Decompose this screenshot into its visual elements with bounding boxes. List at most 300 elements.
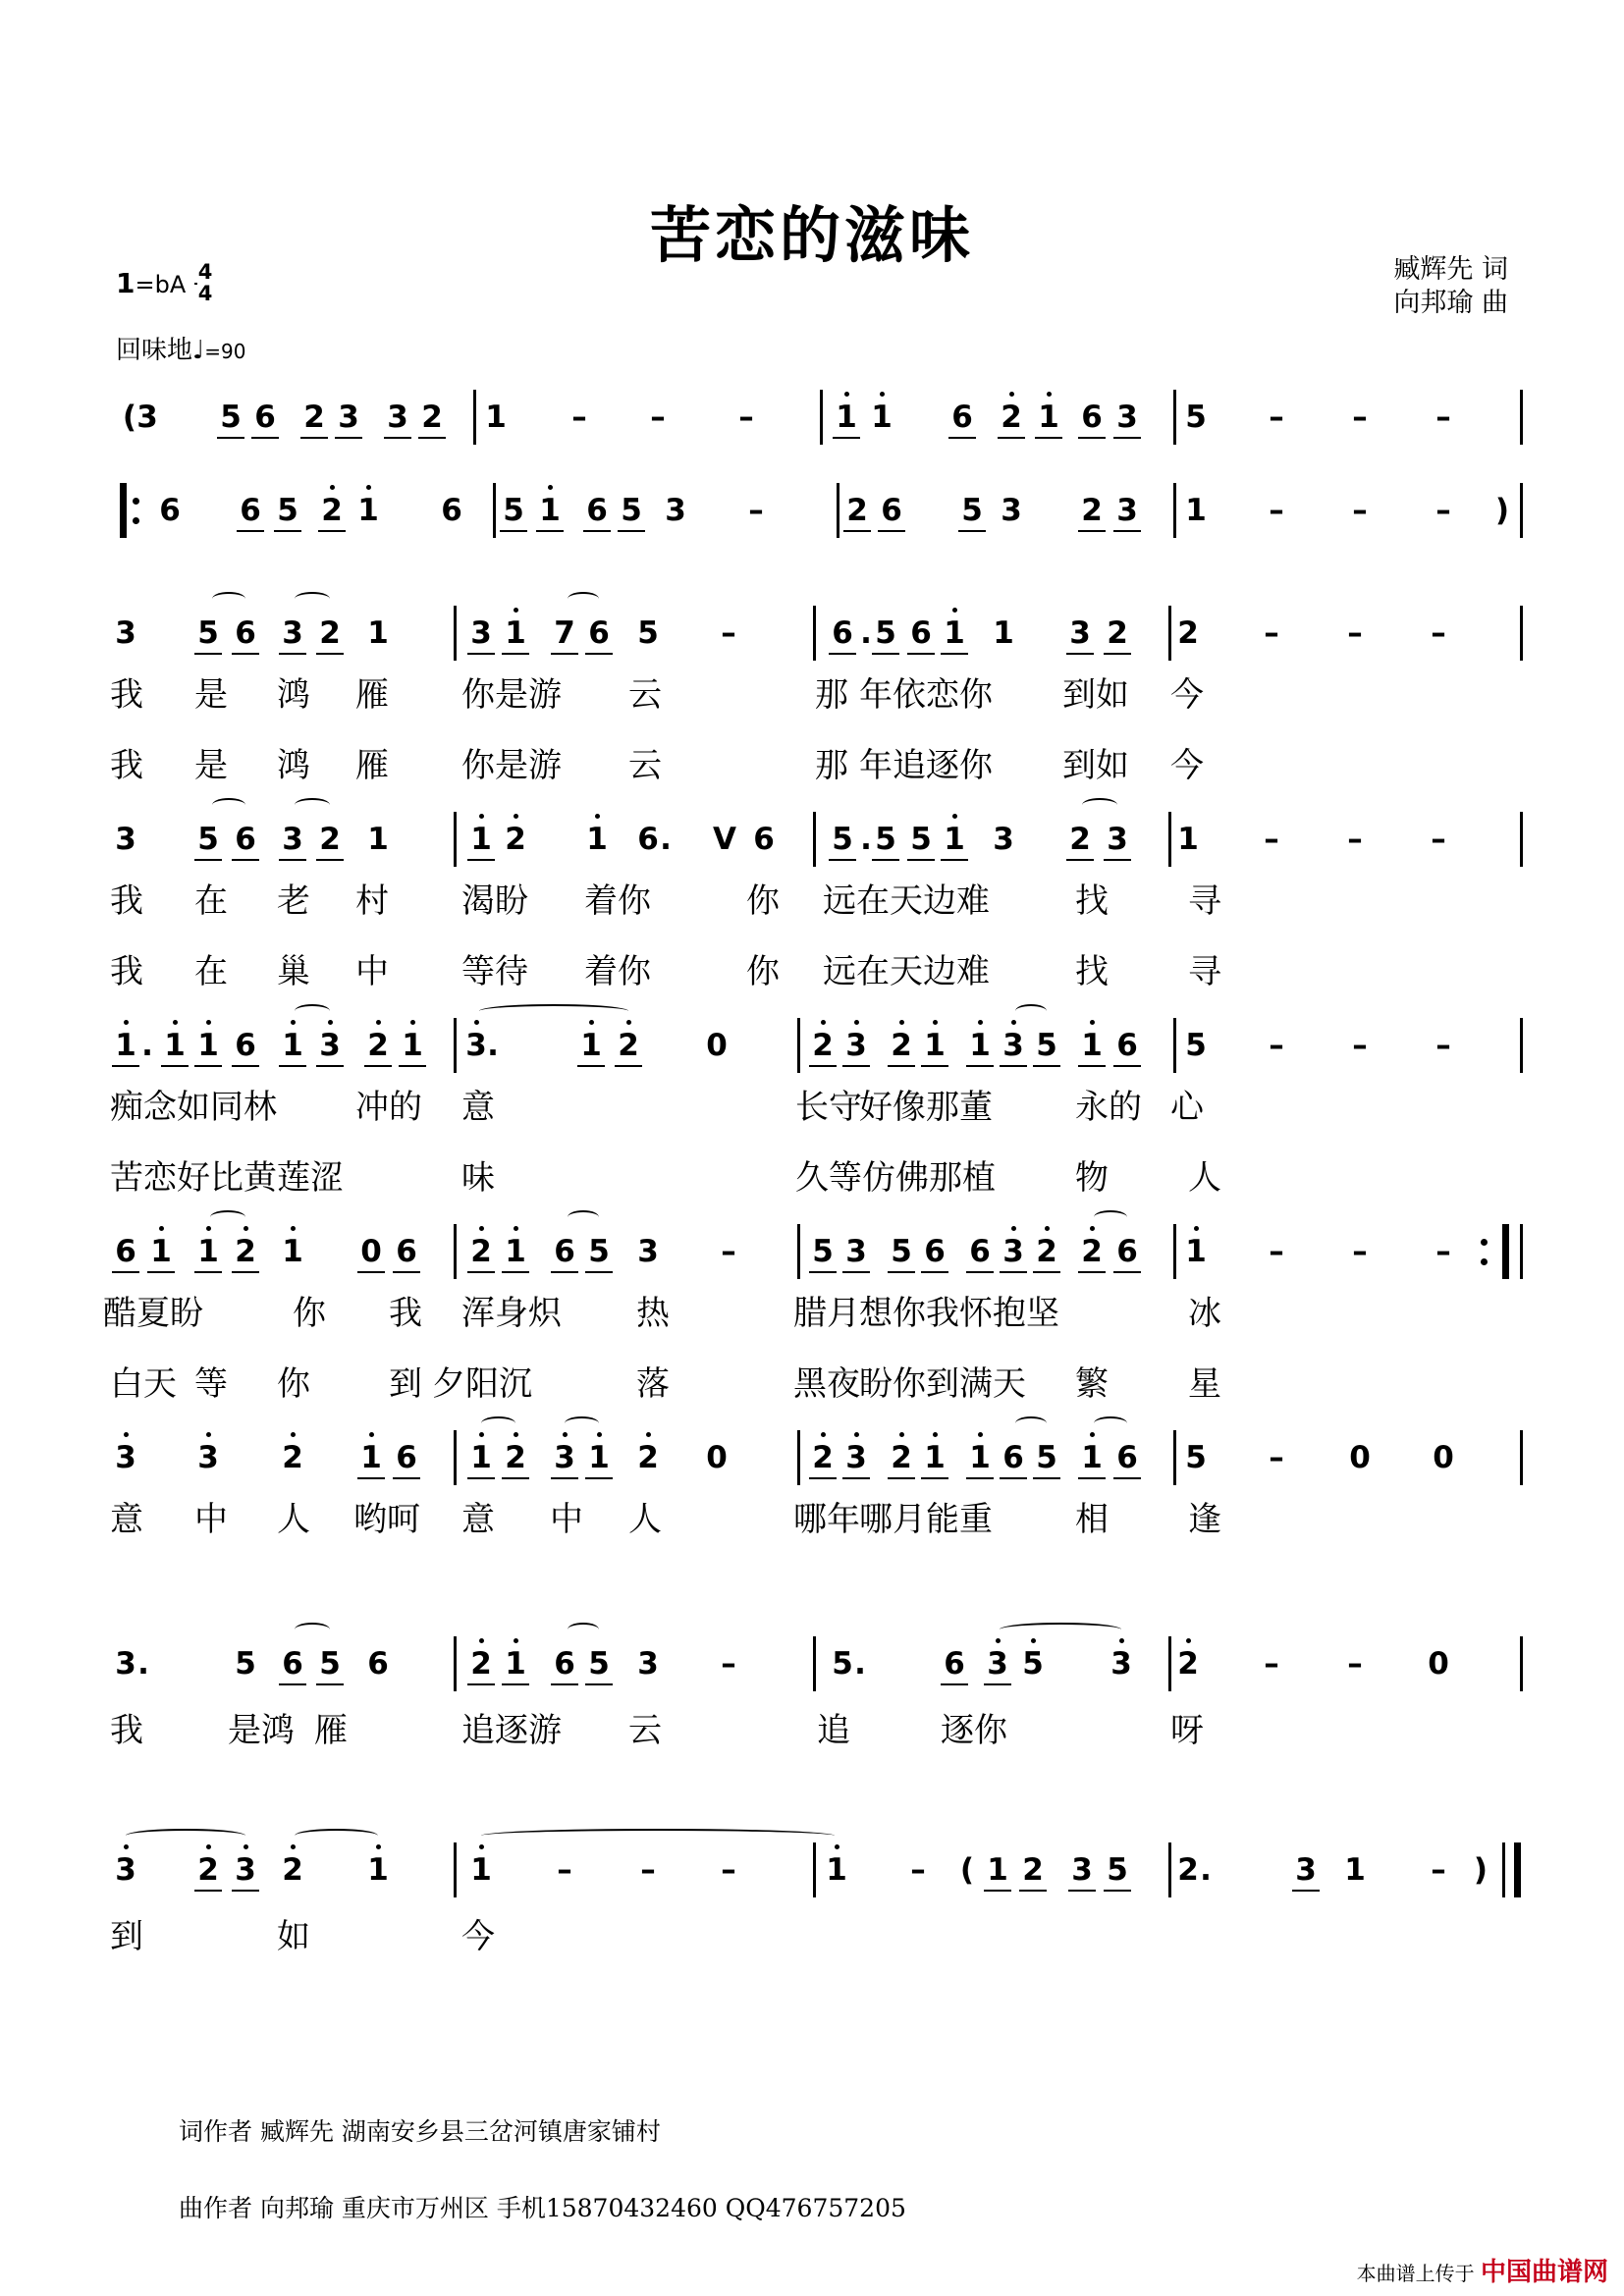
jianpu-note: 6 [235, 615, 256, 651]
lyric-syllable: 痴念如同林 [110, 1088, 277, 1127]
jianpu-note: 1 [1344, 1852, 1366, 1888]
lyric-syllable: 呀 [1170, 1711, 1204, 1750]
jianpu-note: 3 [1069, 615, 1091, 651]
barline [454, 1842, 457, 1897]
jianpu-note: 1 [505, 615, 526, 651]
beam-underline [1078, 530, 1106, 532]
jianpu-note: 2 [891, 1028, 912, 1063]
barline [813, 1842, 816, 1897]
lyric-syllable: 是 [194, 746, 228, 785]
jianpu-note: 3 [1116, 400, 1138, 435]
beam-underline [279, 859, 306, 861]
jianpu-note: 3 [665, 493, 686, 528]
lyric-syllable: 冲的 [355, 1088, 422, 1127]
octave-dot [1090, 1020, 1095, 1025]
lyric-syllable: 哪年 [793, 1500, 860, 1539]
jianpu-note: 6 [441, 493, 462, 528]
jianpu-note: 2 [812, 1440, 834, 1475]
beam-underline [300, 437, 328, 439]
jianpu-note: 5 [277, 493, 298, 528]
slur [1015, 1416, 1047, 1430]
barline [1520, 1224, 1523, 1279]
lyric-syllable: 热 [636, 1294, 670, 1333]
octave-dot [291, 1432, 296, 1437]
jianpu-note: 5 [875, 615, 896, 651]
jianpu-note: 2 [505, 822, 526, 857]
octave-dot [1090, 1432, 1095, 1437]
lyric-syllable: 逐你 [941, 1711, 1007, 1750]
beam-underline [279, 1065, 306, 1067]
lyric-syllable: 是鸿 [228, 1711, 295, 1750]
barline [1520, 812, 1523, 867]
jianpu-note: 3 [554, 1440, 575, 1475]
jianpu-note: 3 [115, 822, 136, 857]
jianpu-note: 2 [637, 1440, 659, 1475]
jianpu-note: 5 [910, 822, 932, 857]
jianpu-note: 1 [1177, 822, 1199, 857]
beam-underline [194, 1271, 222, 1273]
jianpu-note: 6 [396, 1440, 417, 1475]
beam-underline [237, 530, 264, 532]
beam-underline [948, 437, 976, 439]
octave-dot [328, 1020, 333, 1025]
jianpu-note: 5 [637, 615, 659, 651]
jianpu-note: . [860, 822, 872, 857]
jianpu-note: 5 [1022, 1646, 1044, 1682]
jianpu-note: 0 [706, 1028, 728, 1063]
jianpu-note: 1 [993, 615, 1014, 651]
octave-dot [376, 1844, 381, 1849]
jianpu-note: ( [122, 400, 137, 435]
lyric-syllable: 云 [628, 1711, 662, 1750]
jianpu-note: 1 [282, 1234, 303, 1269]
jianpu-note: . [854, 1646, 866, 1682]
beam-underline [941, 859, 968, 861]
octave-dot [291, 1020, 296, 1025]
page-title: 苦恋的滋味 [649, 199, 974, 271]
beam-underline [1113, 1065, 1141, 1067]
jianpu-note: 5 [1185, 1028, 1207, 1063]
beam-underline [1078, 1065, 1106, 1067]
beam-underline [194, 1065, 222, 1067]
octave-dot [124, 1020, 129, 1025]
beam-underline [232, 1065, 259, 1067]
jianpu-note: 3 [1116, 493, 1138, 528]
jianpu-note: 6 [554, 1234, 575, 1269]
lyric-syllable: 鸿 [277, 746, 310, 785]
jianpu-note: 1 [197, 1234, 219, 1269]
octave-dot [1194, 1226, 1199, 1231]
octave-dot [821, 1020, 826, 1025]
beam-underline [500, 530, 527, 532]
jianpu-note: . [860, 615, 872, 651]
beam-underline [888, 1271, 915, 1273]
octave-dot [1009, 392, 1014, 397]
final-barline [120, 483, 127, 538]
jianpu-note: 6 [951, 400, 973, 435]
jianpu-note: 6 [910, 615, 932, 651]
lyric-syllable: 冰 [1188, 1294, 1221, 1333]
beam-underline [998, 437, 1025, 439]
beam-underline [1113, 1477, 1141, 1479]
beam-underline [872, 653, 899, 655]
barline [797, 1224, 800, 1279]
octave-dot [330, 485, 335, 490]
jianpu-note: – [721, 1852, 736, 1888]
jianpu-note: 1 [586, 822, 608, 857]
source-prefix: 本曲谱上传于 [1356, 2262, 1475, 2285]
beam-underline [1113, 1271, 1141, 1273]
beam-underline [357, 1477, 385, 1479]
jianpu-note: – [1431, 615, 1446, 651]
beam-underline [232, 859, 259, 861]
lyric-syllable: 酷夏盼 [103, 1294, 203, 1333]
credits [1393, 253, 1508, 320]
jianpu-note: 1 [1185, 493, 1207, 528]
jianpu-note: 5 [319, 1646, 341, 1682]
lyric-syllable: 黑夜 [793, 1364, 860, 1404]
barline [1520, 1430, 1523, 1485]
jianpu-note: 2 [321, 493, 343, 528]
octave-dot [1047, 392, 1052, 397]
lyric-syllable: 是 [194, 675, 228, 715]
jianpu-note: 5 [621, 493, 642, 528]
jianpu-note: 3 [197, 1440, 219, 1475]
repeat-dot [1481, 1258, 1488, 1265]
beam-underline [809, 1065, 837, 1067]
beam-underline [467, 1477, 495, 1479]
lyric-syllable: 到 [389, 1364, 422, 1404]
beam-underline [279, 653, 306, 655]
jianpu-note: – [571, 400, 587, 435]
jianpu-note: 3 [387, 400, 408, 435]
lyric-syllable: 云 [628, 746, 662, 785]
barline [454, 1224, 457, 1279]
beam-underline [809, 1477, 837, 1479]
slur [1094, 1416, 1127, 1430]
lyric-syllable: 寻 [1188, 952, 1221, 991]
lyric-syllable: 永的 [1075, 1088, 1142, 1127]
jianpu-note: 1 [924, 1028, 946, 1063]
octave-dot [933, 1020, 938, 1025]
octave-dot [899, 1020, 904, 1025]
jianpu-note: 2 [319, 822, 341, 857]
jianpu-note: – [1347, 615, 1363, 651]
jianpu-note: 6 [235, 822, 256, 857]
jianpu-note: 2 [812, 1028, 834, 1063]
jianpu-note: 3 [1001, 493, 1022, 528]
beam-underline [1066, 653, 1094, 655]
beam-underline [585, 1271, 613, 1273]
jianpu-note: 0 [1428, 1646, 1449, 1682]
jianpu-note: . [141, 1028, 153, 1063]
beam-underline [1019, 1890, 1047, 1892]
final-barline [1514, 1842, 1521, 1897]
beam-underline [551, 1271, 578, 1273]
jianpu-note: . [487, 1028, 499, 1063]
jianpu-note: 2 [470, 1234, 492, 1269]
jianpu-note: 1 [969, 1440, 991, 1475]
beam-underline [833, 437, 860, 439]
beam-underline [921, 1271, 948, 1273]
slur [212, 592, 245, 606]
beam-underline [1000, 1271, 1027, 1273]
beam-underline [393, 1271, 420, 1273]
jianpu-note: 6 [832, 615, 853, 651]
jianpu-note: 5 [832, 1646, 853, 1682]
octave-dot [206, 1020, 211, 1025]
lyric-syllable: 追逐游 [461, 1711, 562, 1750]
jianpu-note: 3 [115, 1440, 136, 1475]
lyricist-info: 词作者 臧辉先 湖南安乡县三岔河镇唐家铺村 [179, 2117, 661, 2146]
jianpu-note: 1 [197, 1028, 219, 1063]
jianpu-note: 1 [1185, 1234, 1207, 1269]
jianpu-note: 2 [1022, 1852, 1044, 1888]
jianpu-note: 3 [1002, 1028, 1024, 1063]
slur [295, 1004, 330, 1018]
jianpu-note: 6 [969, 1234, 991, 1269]
jianpu-note: – [1435, 1028, 1451, 1063]
beam-underline [907, 859, 935, 861]
jianpu-note: – [1269, 493, 1284, 528]
barline [797, 1430, 800, 1485]
slur [481, 1829, 835, 1842]
jianpu-note: 1 [539, 493, 561, 528]
beam-underline [316, 1683, 344, 1685]
octave-dot [835, 1844, 839, 1849]
beam-underline [585, 1683, 613, 1685]
beam-underline [316, 1065, 344, 1067]
jianpu-note: 2 [282, 1440, 303, 1475]
jianpu-note: 2 [421, 400, 443, 435]
barline [454, 812, 457, 867]
lyric-syllable: 年追逐你 [859, 746, 993, 785]
barline [797, 1018, 800, 1073]
jianpu-note: 5 [1036, 1440, 1057, 1475]
lyric-syllable: 人 [628, 1500, 662, 1539]
jianpu-note: 5 [197, 822, 219, 857]
lyric-syllable: 物 [1075, 1158, 1109, 1198]
jianpu-note: 3 [845, 1028, 867, 1063]
barline [454, 606, 457, 661]
lyric-syllable: 中 [355, 952, 389, 991]
jianpu-note: 1 [1081, 1440, 1103, 1475]
lyric-syllable: 远在天边难 [823, 881, 990, 921]
jianpu-note: 1 [580, 1028, 602, 1063]
tempo-label: 回味地 [116, 336, 193, 365]
beam-underline [872, 859, 899, 861]
octave-dot [626, 1020, 631, 1025]
jianpu-note: 2 [1177, 1852, 1199, 1888]
jianpu-note: . [1200, 1852, 1212, 1888]
beam-underline [921, 1065, 948, 1067]
lyric-syllable: 星 [1188, 1364, 1221, 1404]
lyric-syllable: 等 [194, 1364, 228, 1404]
beam-underline [615, 1065, 642, 1067]
octave-dot [514, 814, 518, 819]
octave-dot [1045, 1226, 1050, 1231]
lyric-syllable: 我 [389, 1294, 422, 1333]
lyric-syllable: 意 [461, 1088, 495, 1127]
jianpu-note: 1 [282, 1028, 303, 1063]
jianpu-note: 5 [891, 1234, 912, 1269]
jianpu-note: 5 [1185, 1440, 1207, 1475]
jianpu-note: 2 [303, 400, 325, 435]
jianpu-note: 1 [969, 1028, 991, 1063]
jianpu-note: – [640, 1852, 656, 1888]
jianpu-note: 3 [845, 1234, 867, 1269]
jianpu-note: 2 [319, 615, 341, 651]
tempo-bpm: =90 [204, 340, 246, 363]
beam-underline [941, 1683, 968, 1685]
jianpu-note: – [557, 1852, 572, 1888]
octave-dot [597, 1432, 602, 1437]
octave-dot [548, 485, 553, 490]
lyric-syllable: 你 [746, 881, 780, 921]
jianpu-note: 1 [470, 822, 492, 857]
beam-underline [842, 1477, 870, 1479]
jianpu-note: 3 [338, 400, 359, 435]
tempo-marking [116, 330, 246, 366]
beam-underline [966, 1271, 994, 1273]
beam-underline [888, 1065, 915, 1067]
lyric-syllable: 雁 [355, 675, 389, 715]
beam-underline [829, 653, 856, 655]
beam-underline [467, 1271, 495, 1273]
jianpu-note: – [1347, 822, 1363, 857]
jianpu-note: 6 [240, 493, 261, 528]
jianpu-note: 1 [485, 400, 507, 435]
octave-dot [514, 1432, 518, 1437]
jianpu-note: – [1269, 1440, 1284, 1475]
slur [479, 1004, 628, 1018]
jianpu-note: 3 [1002, 1234, 1024, 1269]
lyric-syllable: 到如 [1062, 675, 1129, 715]
beam-underline [316, 653, 344, 655]
lyric-syllable: 人 [1188, 1158, 1221, 1198]
lyric-syllable: 哟呵 [353, 1500, 420, 1539]
octave-dot [589, 1020, 594, 1025]
jianpu-note: 1 [367, 1852, 389, 1888]
octave-dot [899, 1432, 904, 1437]
beam-underline [583, 530, 611, 532]
beam-underline [1078, 437, 1106, 439]
beam-underline [399, 1065, 426, 1067]
lyric-syllable: 在 [194, 952, 228, 991]
jianpu-note: 3 [115, 1646, 136, 1682]
jianpu-note: 3 [1295, 1852, 1317, 1888]
lyric-syllable: 哪月能重 [859, 1500, 993, 1539]
lyric-syllable: 苦恋好比黄莲涩 [110, 1158, 344, 1198]
jianpu-note: 2 [235, 1234, 256, 1269]
octave-dot [479, 814, 484, 819]
octave-dot [514, 608, 518, 613]
lyric-syllable: 远在天边难 [823, 952, 990, 991]
jianpu-note: 3 [987, 1646, 1008, 1682]
jianpu-note: 5 [220, 400, 242, 435]
octave-dot [479, 1844, 484, 1849]
beam-underline [551, 1477, 578, 1479]
barline [1520, 1636, 1523, 1691]
beam-underline [194, 859, 222, 861]
octave-dot [291, 1844, 296, 1849]
time-divider [194, 283, 197, 285]
jianpu-note: 5 [197, 615, 219, 651]
lyric-syllable: 我 [110, 952, 143, 991]
beam-underline [829, 859, 856, 861]
lyric-syllable: 味 [461, 1158, 495, 1198]
beam-underline [502, 1271, 529, 1273]
jianpu-note: . [660, 822, 672, 857]
lyric-syllable: 中 [194, 1500, 228, 1539]
octave-dot [366, 485, 371, 490]
jianpu-note: 6 [159, 493, 181, 528]
lyric-syllable: 村 [355, 881, 389, 921]
beam-underline [393, 1477, 420, 1479]
beam-underline [1104, 859, 1131, 861]
lyric-syllable: 雁 [355, 746, 389, 785]
lyric-syllable: 今 [1170, 746, 1204, 785]
lyric-syllable: 中 [550, 1500, 583, 1539]
key-signature [116, 267, 186, 299]
jianpu-note: 6 [637, 822, 659, 857]
jianpu-note: 6 [554, 1646, 575, 1682]
jianpu-note: 1 [360, 1440, 382, 1475]
octave-dot [595, 814, 600, 819]
beam-underline [618, 530, 645, 532]
slur [1094, 1210, 1127, 1224]
jianpu-note: – [1269, 400, 1284, 435]
barline [813, 812, 816, 867]
beam-underline [842, 1065, 870, 1067]
beam-underline [147, 1271, 175, 1273]
jianpu-note: 1 [924, 1440, 946, 1475]
jianpu-note: 2 [1036, 1234, 1057, 1269]
jianpu-note: 5 [875, 822, 896, 857]
repeat-dot [133, 517, 139, 524]
beam-underline [194, 653, 222, 655]
beam-underline [1000, 1477, 1027, 1479]
barline [1520, 606, 1523, 661]
octave-dot [952, 814, 957, 819]
jianpu-note: 6 [924, 1234, 946, 1269]
jianpu-note: – [1347, 1646, 1363, 1682]
jianpu-note: 1 [1081, 1028, 1103, 1063]
final-barline [1502, 1224, 1509, 1279]
jianpu-note: – [1435, 493, 1451, 528]
beam-underline [418, 437, 446, 439]
beam-underline [161, 1065, 189, 1067]
octave-dot [1031, 1638, 1036, 1643]
lyric-syllable: 今 [461, 1917, 495, 1956]
slur [1015, 1004, 1047, 1018]
lyric-syllable: 雁 [314, 1711, 348, 1750]
lyric-syllable: 腊月 [793, 1294, 860, 1333]
jianpu-note: 0 [1349, 1440, 1371, 1475]
jianpu-note: 1 [1038, 400, 1059, 435]
jianpu-note: 1 [836, 400, 857, 435]
jianpu-note: 6 [588, 615, 610, 651]
octave-dot [978, 1432, 983, 1437]
jianpu-note: – [1269, 1234, 1284, 1269]
jianpu-note: 2 [1081, 493, 1103, 528]
lyric-syllable: 那 [815, 675, 848, 715]
octave-dot [173, 1020, 178, 1025]
lyric-syllable: 浑身炽 [461, 1294, 562, 1333]
jianpu-note: – [721, 1646, 736, 1682]
jianpu-note: 6 [1116, 1028, 1138, 1063]
jianpu-note: 1 [987, 1852, 1008, 1888]
